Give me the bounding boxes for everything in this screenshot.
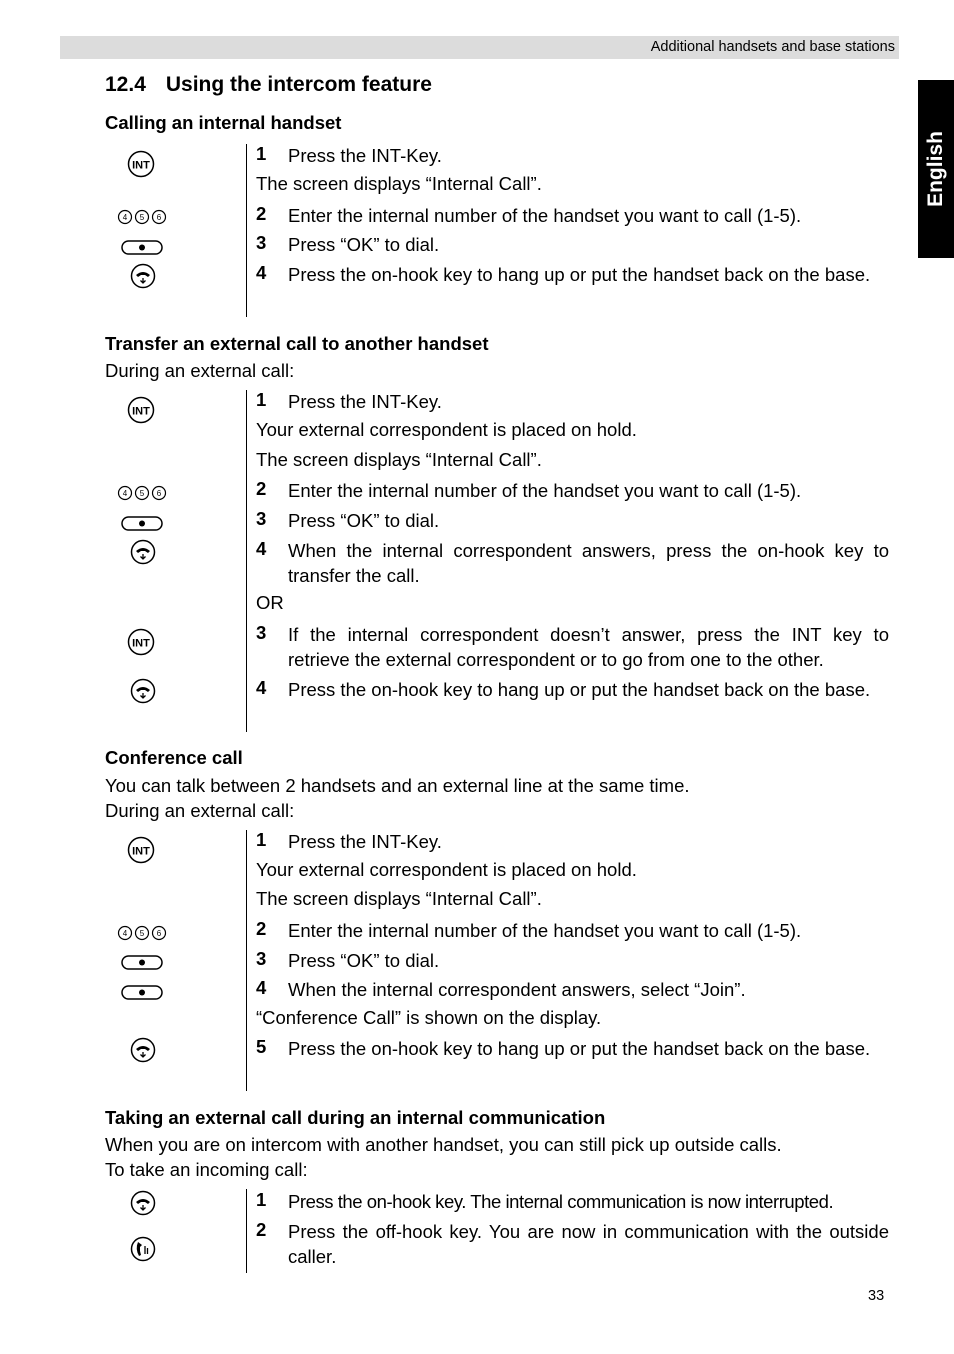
svg-text:5: 5 xyxy=(139,929,145,938)
transfer-step-4: 4 When the internal correspondent answers, press the on-hook key to transfer the call. xyxy=(256,538,889,586)
step-divider xyxy=(246,390,247,732)
svg-text:5: 5 xyxy=(139,213,145,222)
ok-key-icon xyxy=(121,985,163,1000)
svg-text:4: 4 xyxy=(122,489,128,498)
calling-heading: Calling an internal handset xyxy=(105,112,342,133)
taking-intro-2: To take an incoming call: xyxy=(105,1159,308,1180)
int-key-icon xyxy=(127,396,155,424)
language-tab-label: English xyxy=(924,131,947,207)
conference-step-2: 2 Enter the internal number of the handset you want to call (1-5). xyxy=(256,918,802,941)
conference-step-1: 1 Press the INT-Key. xyxy=(256,829,442,852)
transfer-or: OR xyxy=(256,592,284,613)
transfer-note-2: The screen displays “Internal Call”. xyxy=(256,449,542,470)
calling-step-2: 2 Enter the internal number of the handset you want to call (1-5). xyxy=(256,203,802,226)
running-header xyxy=(60,36,899,59)
conference-heading: Conference call xyxy=(105,747,243,768)
step-divider xyxy=(246,144,247,317)
number-keys-icon xyxy=(117,484,167,502)
svg-text:4: 4 xyxy=(122,929,128,938)
step-divider xyxy=(246,1189,247,1273)
taking-heading: Taking an external call during an internal communication xyxy=(105,1107,606,1128)
on-hook-key-icon xyxy=(130,1037,156,1063)
transfer-step-2: 2 Enter the internal number of the handset you want to call (1-5). xyxy=(256,478,802,501)
step-divider xyxy=(246,830,247,1091)
conference-step-3: 3 Press “OK” to dial. xyxy=(256,948,440,971)
ok-key-icon xyxy=(121,955,163,970)
calling-note-1: The screen displays “Internal Call”. xyxy=(256,173,542,194)
on-hook-key-icon xyxy=(130,678,156,704)
section-title-text: Using the intercom feature xyxy=(165,73,432,96)
conference-intro-1: You can talk between 2 handsets and an external line at the same time. xyxy=(105,775,690,796)
conference-step-5: 5 Press the on-hook key to hang up or put the handset back on the base. xyxy=(256,1036,871,1059)
transfer-step-4b: 4 Press the on-hook key to hang up or put the handset back on the base. xyxy=(256,677,871,700)
calling-step-1: 1 Press the INT-Key. xyxy=(256,143,442,166)
transfer-step-3b: 3 If the internal correspondent doesn’t answer, press the INT key to retrieve the external correspondent or to go from one to the other. xyxy=(256,622,889,670)
on-hook-key-icon xyxy=(130,263,156,289)
svg-text:INT: INT xyxy=(132,405,150,418)
on-hook-key-icon xyxy=(130,1190,156,1216)
int-key-icon xyxy=(127,150,155,178)
section-title xyxy=(105,73,432,97)
transfer-note-1: Your external correspondent is placed on hold. xyxy=(256,419,637,440)
calling-step-4: 4 Press the on-hook key to hang up or put the handset back on the base. xyxy=(256,262,871,285)
conference-intro-2: During an external call: xyxy=(105,800,295,821)
conference-note-3: “Conference Call” is shown on the display. xyxy=(256,1007,602,1028)
svg-text:6: 6 xyxy=(156,213,162,222)
taking-step-1: 1 Press the on-hook key. The internal communication is now interrupted. xyxy=(256,1189,834,1212)
conference-note-2: The screen displays “Internal Call”. xyxy=(256,888,542,909)
svg-text:INT: INT xyxy=(132,159,150,172)
conference-step-4: 4 When the internal correspondent answers, select “Join”. xyxy=(256,977,746,1000)
number-keys-icon xyxy=(117,924,167,942)
transfer-intro: During an external call: xyxy=(105,360,295,381)
int-key-icon xyxy=(127,836,155,864)
int-key-icon xyxy=(127,628,155,656)
svg-text:INT: INT xyxy=(132,637,150,650)
transfer-heading: Transfer an external call to another handset xyxy=(105,333,489,354)
svg-text:5: 5 xyxy=(139,489,145,498)
svg-text:INT: INT xyxy=(132,845,150,858)
language-tab xyxy=(918,80,954,258)
svg-text:6: 6 xyxy=(156,929,162,938)
transfer-step-3: 3 Press “OK” to dial. xyxy=(256,508,440,531)
taking-step-2: 2 Press the off-hook key. You are now in communication with the outside caller. xyxy=(256,1219,889,1267)
calling-step-3: 3 Press “OK” to dial. xyxy=(256,232,440,255)
svg-text:4: 4 xyxy=(122,213,128,222)
ok-key-icon xyxy=(121,240,163,255)
page-number: 33 xyxy=(868,1288,885,1304)
ok-key-icon xyxy=(121,516,163,531)
taking-intro-1: When you are on intercom with another handset, you can still pick up outside calls. xyxy=(105,1134,782,1155)
running-title: Additional handsets and base stations xyxy=(650,39,895,55)
on-hook-key-icon xyxy=(130,539,156,565)
off-hook-key-icon xyxy=(130,1236,156,1262)
number-keys-icon xyxy=(117,208,167,226)
transfer-step-1: 1 Press the INT-Key. xyxy=(256,389,442,412)
conference-note-1: Your external correspondent is placed on hold. xyxy=(256,859,637,880)
svg-text:6: 6 xyxy=(156,489,162,498)
section-number: 12.4 xyxy=(105,73,146,96)
